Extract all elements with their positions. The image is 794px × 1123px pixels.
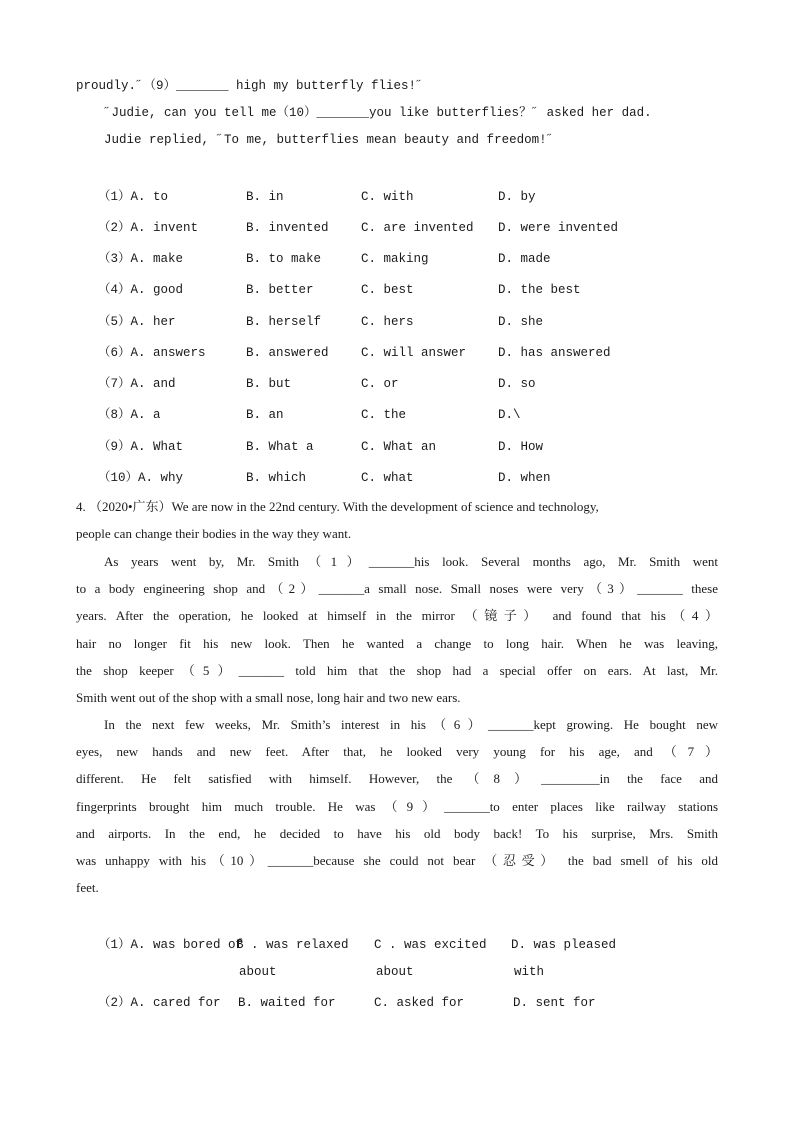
paragraph-line: was unhappy with his（10）_______because she could not bear （忍受） the bad smell of his old — [76, 853, 718, 868]
option-b: B. answered — [246, 346, 329, 360]
option-c: C. will answer — [361, 346, 467, 360]
option-d: D. How — [498, 440, 544, 454]
paragraph-line: and airports. In the end, he decided to have his old body back! To his surprise, Mrs. Smith — [76, 825, 718, 841]
option-b-cont: about — [239, 965, 277, 979]
paragraph-line: to a body engineering shop and（2）_______a small nose. Small noses were very（3）_______ these — [76, 581, 718, 597]
paragraph-line: different. He felt satisfied with himself. However, the（8）_________in the face and — [76, 771, 718, 787]
q4-header: 4. （2020•广东）We are now in the 22nd century. With the development of science and technology, — [76, 499, 599, 514]
option-d: D. made — [498, 252, 551, 266]
option-c: C. What an — [361, 440, 437, 454]
paragraph-line: fingerprints brought him much trouble. He was（9）_______to enter places like railway stations — [76, 798, 718, 814]
option-a: （4）A. good — [98, 283, 184, 297]
option-c: C. or — [361, 377, 399, 391]
option-a: （6）A. answers — [98, 346, 206, 360]
paragraph-line: As years went by, Mr. Smith（1）_______his look. Several months ago, Mr. Smith went — [104, 554, 718, 569]
option-b: B. What a — [246, 440, 314, 454]
option-a: （8）A. a — [98, 408, 161, 422]
option-d: D. by — [498, 190, 536, 204]
option-b: B. invented — [246, 221, 329, 235]
option-d: D. were invented — [498, 221, 619, 235]
option-c: C. the — [361, 408, 407, 422]
option-d: D. was pleased — [511, 938, 617, 952]
paragraph-line: the shop keeper（5）_______ told him that the shop had a special offer on ears. At last, Mr. — [76, 662, 718, 678]
paragraph-line: years. After the operation, he looked at himself in the mirror （镜子） and found that his（4） — [76, 608, 718, 624]
option-b: B. which — [246, 471, 307, 485]
option-b: B. but — [246, 377, 292, 391]
q4-header2: people can change their bodies in the way they want. — [76, 526, 352, 541]
option-b: B. herself — [246, 315, 322, 329]
option-c: C. best — [361, 283, 414, 297]
option-a: （2）A. invent — [98, 221, 199, 235]
option-a: （3）A. make — [98, 252, 184, 266]
story1-line1: proudly.˝（9）_______ high my butterfly flies!˝ — [76, 79, 424, 93]
option-a: （2）A. cared for — [98, 996, 221, 1010]
option-c: C. making — [361, 252, 429, 266]
option-b: B. an — [246, 408, 284, 422]
option-a: （1）A. was bored of — [98, 938, 244, 952]
option-c: C. with — [361, 190, 414, 204]
paragraph-line: Smith went out of the shop with a small nose, long hair and two new ears. — [76, 690, 461, 705]
option-c-cont: about — [376, 965, 414, 979]
option-d: D. sent for — [513, 996, 596, 1010]
paragraph-line: feet. — [76, 880, 99, 896]
option-c: C . was excited — [374, 938, 487, 952]
option-c: C. asked for — [374, 996, 465, 1010]
story1-line3: Judie replied, ˝To me, butterflies mean beauty and freedom!˝ — [104, 133, 555, 147]
option-c: C. hers — [361, 315, 414, 329]
option-b: B . was relaxed — [236, 938, 349, 952]
option-a: （9）A. What — [98, 440, 184, 454]
option-a: （5）A. her — [98, 315, 176, 329]
option-b: B. to make — [246, 252, 322, 266]
option-c: C. what — [361, 471, 414, 485]
story1-line2: ˝Judie, can you tell me（10）_______you like butterflies？˝ asked her dad. — [104, 106, 652, 120]
option-a: （7）A. and — [98, 377, 176, 391]
option-d: D. when — [498, 471, 551, 485]
option-d: D. has answered — [498, 346, 611, 360]
option-b: B. in — [246, 190, 284, 204]
option-d: D. the best — [498, 283, 581, 297]
option-d: D. she — [498, 315, 544, 329]
option-b: B. better — [246, 283, 314, 297]
option-d-cont: with — [514, 965, 545, 979]
paragraph-line: eyes, new hands and new feet. After that, he looked very young for his age, and（7） — [76, 744, 718, 760]
option-d: D. so — [498, 377, 536, 391]
option-a: （1）A. to — [98, 190, 169, 204]
option-b: B. waited for — [238, 996, 336, 1010]
option-c: C. are invented — [361, 221, 474, 235]
option-a: （10）A. why — [98, 471, 184, 485]
option-d: D.\ — [498, 408, 521, 422]
paragraph-line: In the next few weeks, Mr. Smith’s interest in his（6）_______kept growing. He bought new — [104, 717, 718, 732]
paragraph-line: hair no longer fit his new look. Then he wanted a change to long hair. When he was leaving, — [76, 635, 718, 651]
